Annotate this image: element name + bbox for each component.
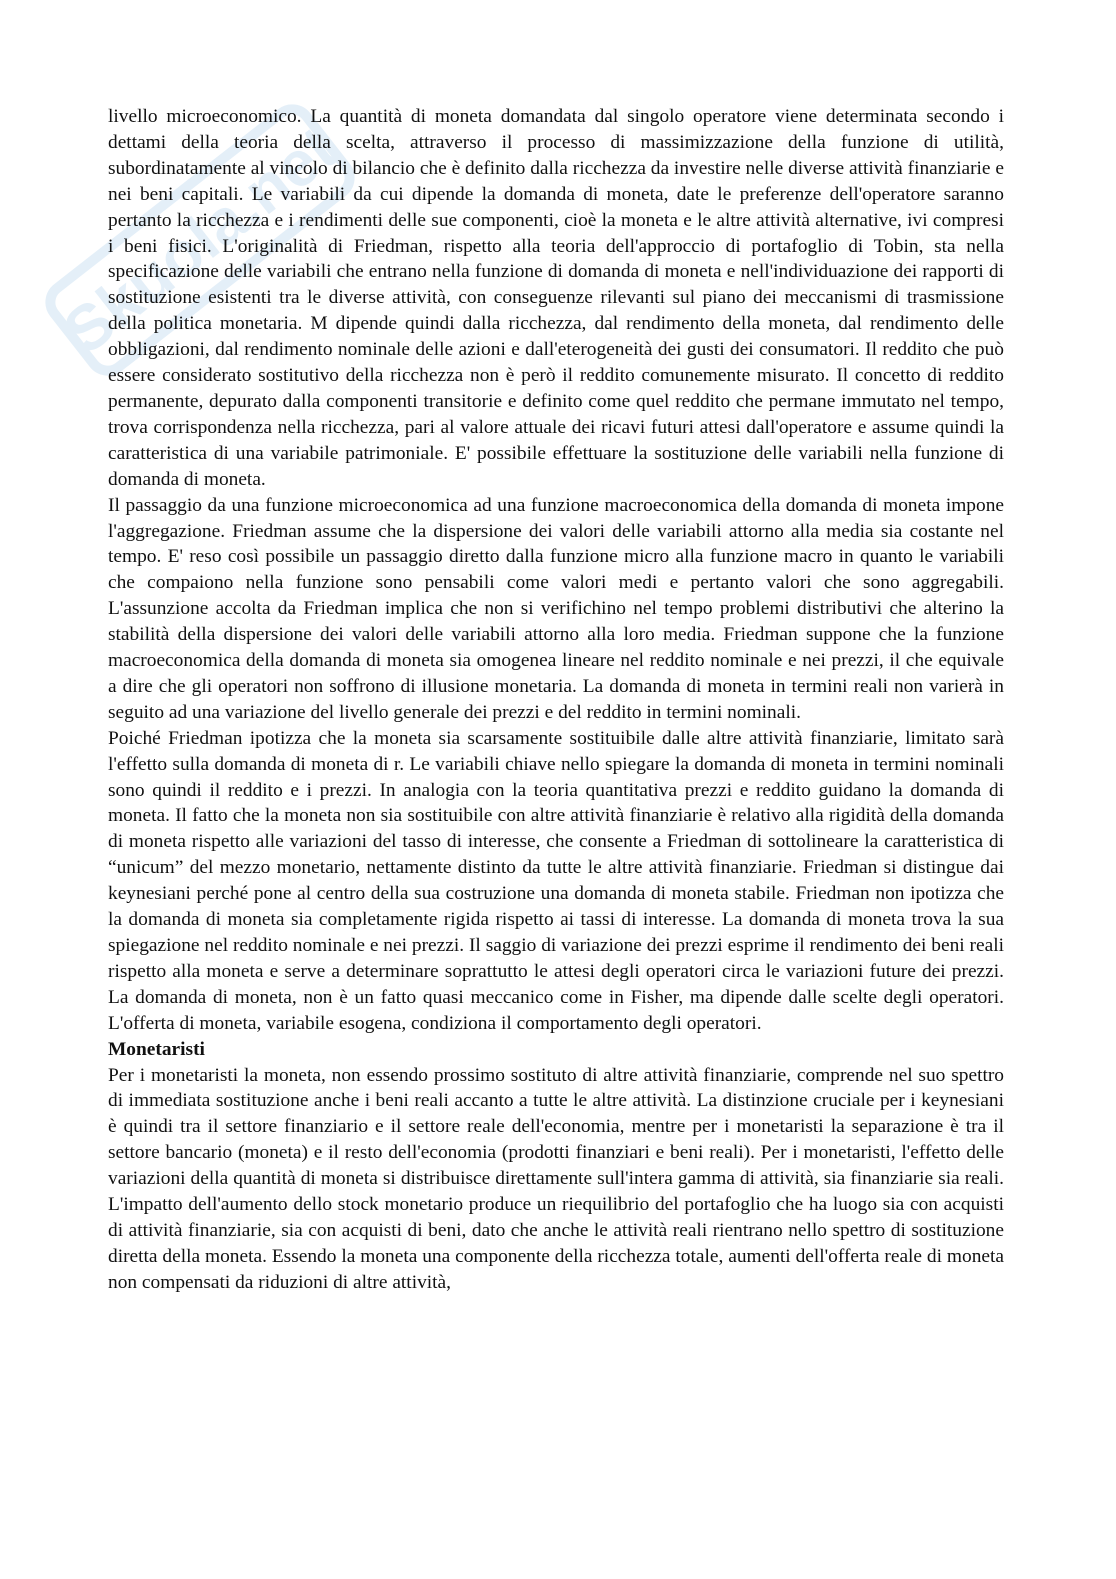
paragraph-3: Poiché Friedman ipotizza che la moneta sia scarsamente sostituibile dalle altre attività finanziarie, limitato sarà l'effetto sulla domanda di moneta di r. Le variabili chiave nello spiegare la domanda di moneta in termini nominali sono quindi il reddito e i prezzi. In analogia con la teoria quantitativa prezzi e reddito guidano la domanda di moneta. Il fatto che la moneta non sia sostituibile con altre attività finanziarie è relativo alla rigidità della domanda di moneta rispetto alle variazioni del tasso di interesse, che consente a Friedman di sottolineare la caratteristica di “unicum” del mezzo monetario, nettamente distinto da tutte le altre attività finanziarie. Friedman si distingue dai keynesiani perché pone al centro della sua costruzione una domanda di moneta stabile. Friedman non ipotizza che la domanda di moneta sia completamente rigida rispetto ai tassi di interesse. La domanda di moneta trova la sua spiegazione nel reddito nominale e nei prezzi. Il saggio di variazione dei prezzi esprime il rendimento dei beni reali rispetto alla moneta e serve a determinare soprattutto le attesi degli operatori circa le variazioni future dei prezzi. La domanda di moneta, non è un fatto quasi meccanico come in Fisher, ma dipende dalle scelte degli operatori. L'offerta di moneta, variabile esogena, condiziona il comportamento degli operatori.	[108, 727, 1004, 1034]
document-page	[108, 104, 1004, 1296]
paragraph-2: Il passaggio da una funzione microeconomica ad una funzione macroeconomica della domanda di moneta impone l'aggregazione. Friedman assume che la dispersione dei valori delle variabili attorno alla media sia costante nel tempo. E' reso così possibile un passaggio diretto dalla funzione micro alla funzione macro in quanto le variabili che compaiono nella funzione sono pensabili come valori medi e pertanto valori che sono aggregabili. L'assunzione accolta da Friedman implica che non si verifichino nel tempo problemi distributivi che alterino la stabilità della dispersione dei valori delle variabili attorno alla loro media. Friedman suppone che la funzione macroeconomica della domanda di moneta sia omogenea lineare nel reddito nominale e nei prezzi, il che equivale a dire che gli operatori non soffrono di illusione monetaria. La domanda di moneta in termini reali non varierà in seguito ad una variazione del livello generale dei prezzi e del reddito in termini nominali.	[108, 494, 1004, 723]
paragraph-4: Per i monetaristi la moneta, non essendo prossimo sostituto di altre attività finanziarie, comprende nel suo spettro di immediata sostituzione anche i beni reali accanto a tutte le altre attività. La distinzione cruciale per i keynesiani è quindi tra il settore finanziario e il settore reale dell'economia, mentre per i monetaristi la separazione è tra il settore bancario (moneta) e il resto dell'economia (prodotti finanziari e beni reali). Per i monetaristi, l'effetto delle variazioni della quantità di moneta si distribuisce direttamente sull'intera gamma di attività, sia finanziarie sia reali. L'impatto dell'aumento dello stock monetario produce un riequilibrio del portafoglio che ha luogo sia con acquisti di attività finanziarie, sia con acquisti di beni, dato che anche le attività reali rientrano nello spettro di sostituzione diretta della moneta. Essendo la moneta una componente della ricchezza totale, aumenti dell'offerta reale di moneta non compensati da riduzioni di altre attività,	[108, 1064, 1004, 1293]
paragraph-1: livello microeconomico. La quantità di moneta domandata dal singolo operatore viene determinata secondo i dettami della teoria della scelta, attraverso il processo di massimizzazione della funzione di utilità, subordinatamente al vincolo di bilancio che è definito dalla ricchezza da investire nelle diverse attività finanziarie e nei beni capitali. Le variabili da cui dipende la domanda di moneta, date le preferenze dell'operatore saranno pertanto la ricchezza e i rendimenti delle sue componenti, cioè la moneta e le altre attività alternative, ivi compresi i beni fisici. L'originalità di Friedman, rispetto alla teoria dell'approccio di portafoglio di Tobin, sta nella specificazione delle variabili che entrano nella funzione di domanda di moneta e nell'individuazione dei rapporti di sostituzione esistenti tra le diverse attività, con conseguenze rilevanti sul piano dei meccanismi di trasmissione della politica monetaria. M dipende quindi dalla ricchezza, dal rendimento della moneta, dal rendimento delle obbligazioni, dal rendimento nominale delle azioni e dall'eterogeneità dei gusti dei consumatori. Il reddito che può essere considerato sostitutivo della ricchezza non è però il reddito comunemente misurato. Il concetto di reddito permanente, depurato dalla componenti transitorie e definito come quel reddito che permane immutato nel tempo, trova corrispondenza nella ricchezza, pari al valore attuale dei ricavi futuri attesi dall'operatore e assume quindi la caratteristica di una variabile patrimoniale. E' possibile effettuare la sostituzione delle variabili nella funzione di domanda di moneta.	[108, 106, 1004, 490]
section-heading-monetaristi: Monetaristi	[108, 1038, 205, 1060]
watermark-text: Skuola.net	[50, 112, 350, 368]
